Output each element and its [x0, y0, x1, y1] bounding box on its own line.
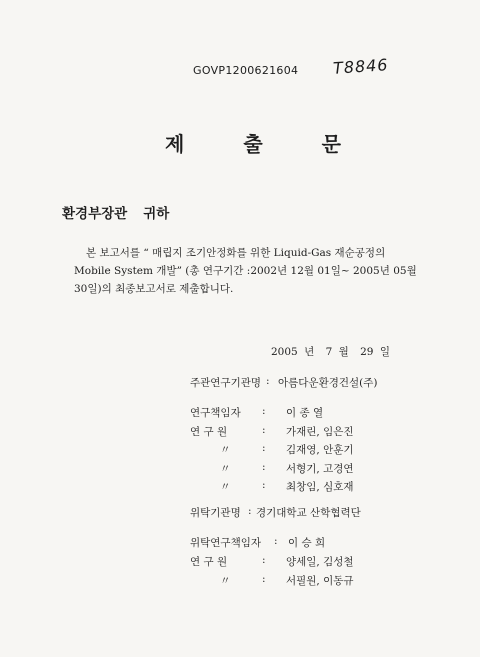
- addressee-suffix: 귀하: [143, 206, 170, 222]
- date-day-unit: 일: [379, 346, 390, 358]
- researcher-label: 연 구 원: [190, 426, 228, 438]
- consign-researcher-ditto: 〃: [220, 575, 231, 587]
- consign-researcher-label: 위탁연구책임자: [190, 537, 262, 549]
- researcher-value: 가재린, 임은진: [286, 426, 354, 438]
- document-code: GOVP1200621604: [193, 64, 299, 77]
- consign-researcher-label: 연 구 원: [190, 556, 228, 568]
- org-colon: :: [266, 375, 270, 387]
- addressee: [62, 202, 169, 222]
- handwritten-mark: T8846: [332, 55, 390, 78]
- researcher-label: 연구책임자: [190, 407, 241, 419]
- researcher-colon: :: [262, 461, 266, 473]
- consign-org-label: 위탁기관명: [190, 507, 241, 519]
- org-value: 아름다운환경건설(주): [278, 377, 378, 389]
- consign-researcher-value: 서필원, 이동규: [286, 575, 354, 587]
- researcher-colon: :: [262, 479, 266, 491]
- researcher-ditto: 〃: [220, 481, 231, 493]
- body-line: 30일)의 최종보고서로 제출합니다.: [74, 283, 234, 295]
- researcher-value: 이 종 열: [286, 407, 324, 419]
- submission-text: [74, 244, 438, 298]
- date-month: 7: [325, 346, 333, 358]
- researcher-value: 김재영, 안훈기: [286, 444, 354, 456]
- addressee-name: 환경부장관: [62, 206, 128, 222]
- consign-org-colon: :: [248, 505, 252, 517]
- page-title: 제 출 문: [165, 132, 367, 156]
- consign-org-value: 경기대학교 산학협력단: [256, 507, 361, 519]
- consign-researcher-colon: :: [274, 535, 278, 547]
- consign-researcher-value: 이 승 희: [288, 537, 326, 549]
- org-label: 주관연구기관명: [190, 377, 262, 389]
- researcher-colon: :: [262, 424, 266, 436]
- consign-researcher-colon: :: [262, 573, 266, 585]
- date-day: 29: [360, 346, 374, 358]
- date-year: 2005: [271, 346, 298, 358]
- date-month-unit: 월: [338, 346, 349, 358]
- consign-researcher-colon: :: [262, 554, 266, 566]
- date-year-unit: 년: [304, 346, 315, 358]
- researcher-colon: :: [262, 442, 266, 454]
- researcher-value: 최창임, 심호재: [286, 481, 354, 493]
- researcher-ditto: 〃: [220, 444, 231, 456]
- body-line: 본 보고서를 “ 매립지 조기안정화를 위한 Liquid-Gas 재순공정의: [86, 247, 386, 259]
- researcher-value: 서형기, 고경연: [286, 463, 354, 475]
- consign-researcher-value: 양세일, 김성철: [286, 556, 354, 568]
- submission-date: [271, 344, 393, 359]
- researcher-colon: :: [262, 405, 266, 417]
- body-line: Mobile System 개발” (총 연구기간 :2002년 12월 01일~ 2005년 05월: [74, 265, 417, 277]
- researcher-ditto: 〃: [220, 463, 231, 475]
